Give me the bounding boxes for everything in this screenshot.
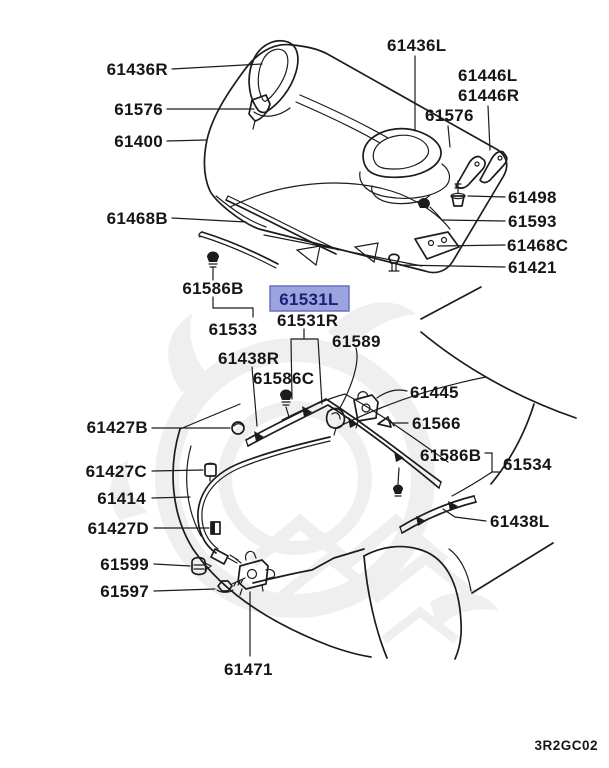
callout-61576-left[interactable]: 61576 xyxy=(114,100,163,119)
hood-crease-line xyxy=(300,95,388,138)
hood-crease-line2 xyxy=(296,102,380,143)
scoop-right-outline xyxy=(249,41,298,113)
callout-61498[interactable]: 61498 xyxy=(508,188,557,207)
scoop-left-outline xyxy=(363,129,441,178)
bolt-61498 xyxy=(451,181,465,206)
callout-61597[interactable]: 61597 xyxy=(100,582,149,601)
callout-61586B-left[interactable]: 61586B xyxy=(182,279,244,298)
clip-61421 xyxy=(389,254,399,271)
callout-61586B-right[interactable]: 61586B xyxy=(420,446,482,465)
body-side-top xyxy=(472,543,553,593)
hood-cutout-triangle-left xyxy=(297,246,320,265)
callout-61414[interactable]: 61414 xyxy=(97,489,146,508)
callout-61436L[interactable]: 61436L xyxy=(387,36,447,55)
callout-61599[interactable]: 61599 xyxy=(100,555,149,574)
callout-61533[interactable]: 61533 xyxy=(208,320,258,339)
clip-cowl-grommet xyxy=(393,468,403,496)
callout-61427C[interactable]: 61427C xyxy=(85,462,147,481)
bolt-61566 xyxy=(378,417,394,427)
callout-61427B[interactable]: 61427B xyxy=(86,418,148,437)
callout-61446R[interactable]: 61446R xyxy=(458,86,520,105)
callout-61534[interactable]: 61534 xyxy=(503,455,552,474)
callout-61531L-highlighted[interactable]: 61531L xyxy=(279,290,339,309)
callout-61400[interactable]: 61400 xyxy=(114,132,163,151)
callout-61438L[interactable]: 61438L xyxy=(490,512,550,531)
callout-61468B[interactable]: 61468B xyxy=(106,209,168,228)
callout-61446L[interactable]: 61446L xyxy=(458,66,518,85)
callout-61436R[interactable]: 61436R xyxy=(106,60,168,79)
scoop-left-slot xyxy=(373,135,428,169)
callout-61589[interactable]: 61589 xyxy=(332,332,381,351)
grommet-61593 xyxy=(418,198,430,208)
hinge-bracket-1 xyxy=(456,156,485,188)
callout-61421[interactable]: 61421 xyxy=(508,258,557,277)
latch-61445 xyxy=(354,392,378,428)
callout-61468C[interactable]: 61468C xyxy=(507,236,569,255)
seal-61468B xyxy=(226,200,336,254)
callout-61438R[interactable]: 61438R xyxy=(218,349,280,368)
callout-61471[interactable]: 61471 xyxy=(224,660,273,679)
callout-61531R[interactable]: 61531R xyxy=(277,311,339,330)
callout-61445[interactable]: 61445 xyxy=(410,383,459,402)
windshield-lower-edge xyxy=(421,332,576,418)
callout-61566[interactable]: 61566 xyxy=(412,414,461,433)
scoop-right-slot xyxy=(258,49,288,101)
hood-inner-front-line xyxy=(216,196,266,227)
clip-61427D xyxy=(211,522,220,534)
callout-61586C[interactable]: 61586C xyxy=(253,369,315,388)
callout-61427D[interactable]: 61427D xyxy=(87,519,149,538)
hood-cutout-triangle-right xyxy=(355,243,378,262)
callout-61593[interactable]: 61593 xyxy=(508,212,557,231)
diagram-code: 3R2GC02 xyxy=(534,738,598,753)
clip-61586B-left xyxy=(207,252,219,267)
cable-end-fitting xyxy=(211,549,241,564)
windshield-upper-edge xyxy=(421,287,481,319)
hood-inner-rear-curve xyxy=(230,183,450,229)
callout-61576-mid[interactable]: 61576 xyxy=(425,106,474,125)
